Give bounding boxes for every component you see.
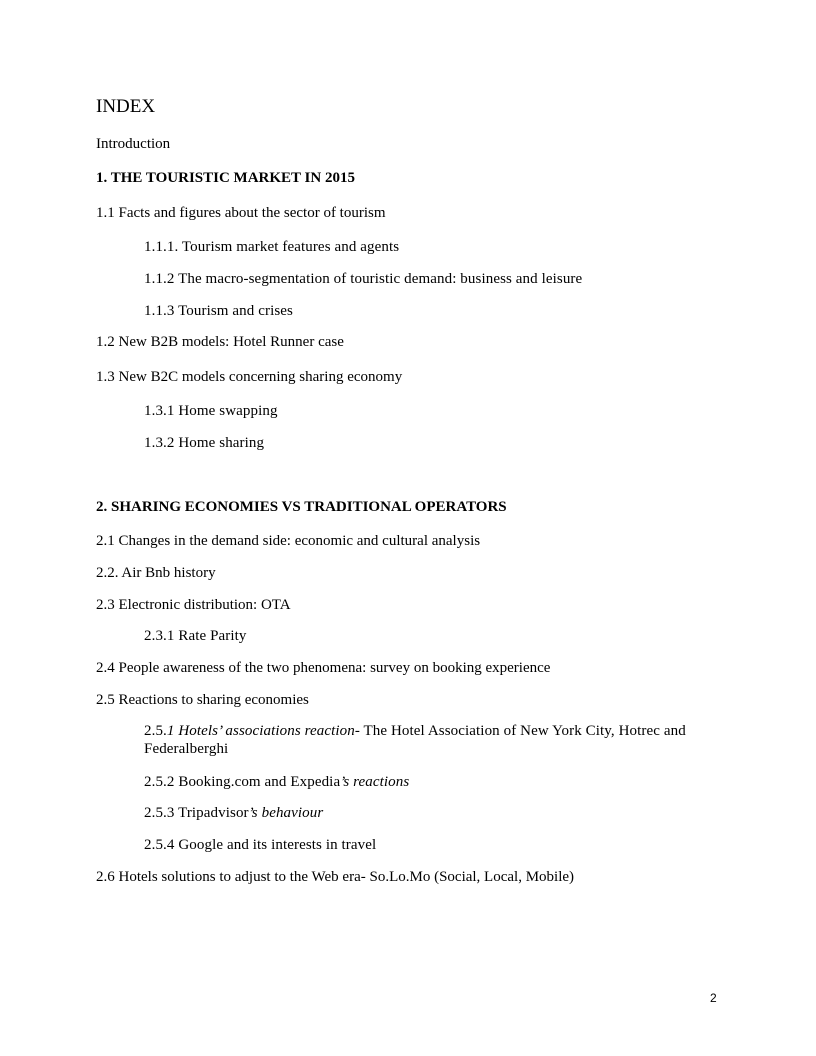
toc-1-3-2: 1.3.2 Home sharing <box>144 435 265 451</box>
toc-2-5-3-prefix: 2.5.3 Tripadvisor <box>144 805 249 821</box>
toc-2-5-1 <box>144 722 724 758</box>
toc-1-2: 1.2 New B2B models: Hotel Runner case <box>96 334 344 350</box>
toc-2-5: 2.5 Reactions to sharing economies <box>96 692 309 708</box>
toc-2-5-2-prefix: 2.5.2 Booking.com and Expedia <box>144 774 341 790</box>
toc-2-4: 2.4 People awareness of the two phenomena: survey on booking experience <box>96 660 551 676</box>
toc-1-3-1: 1.3.1 Home swapping <box>144 403 278 419</box>
toc-2-5-3-italic: ’s behaviour <box>248 805 324 821</box>
toc-1-1-1: 1.1.1. Tourism market features and agents <box>144 239 400 255</box>
toc-2-5-2-italic: ’s reactions <box>340 774 410 790</box>
toc-2-5-1-prefix: 2.5. <box>144 723 167 739</box>
toc-2-5-1-rest: - The Hotel Association of New York City, Hotrec and Federalberghi <box>144 723 686 757</box>
toc-introduction: Introduction <box>96 136 171 152</box>
toc-2-5-3 <box>144 804 323 822</box>
toc-1-1: 1.1 Facts and figures about the sector of tourism <box>96 205 386 221</box>
toc-2-5-2 <box>144 773 409 791</box>
page-number: 2 <box>710 991 717 1005</box>
toc-2-3-1: 2.3.1 Rate Parity <box>144 628 247 644</box>
toc-2-3: 2.3 Electronic distribution: OTA <box>96 597 291 613</box>
toc-1-3: 1.3 New B2C models concerning sharing economy <box>96 369 403 385</box>
toc-section-2-heading: 2. SHARING ECONOMIES VS TRADITIONAL OPERATORS <box>96 499 507 515</box>
toc-2-6: 2.6 Hotels solutions to adjust to the Web era- So.Lo.Mo (Social, Local, Mobile) <box>96 869 575 885</box>
toc-2-2: 2.2. Air Bnb history <box>96 565 216 581</box>
toc-1-1-2: 1.1.2 The macro-segmentation of touristic demand: business and leisure <box>144 271 583 287</box>
toc-2-1: 2.1 Changes in the demand side: economic and cultural analysis <box>96 533 481 549</box>
toc-2-5-1-italic: 1 Hotels’ associations reaction <box>166 723 355 739</box>
toc-2-5-4: 2.5.4 Google and its interests in travel <box>144 837 377 853</box>
toc-1-1-3: 1.1.3 Tourism and crises <box>144 303 293 319</box>
toc-section-1-heading: 1. THE TOURISTIC MARKET IN 2015 <box>96 170 355 186</box>
index-title: INDEX <box>96 96 156 117</box>
